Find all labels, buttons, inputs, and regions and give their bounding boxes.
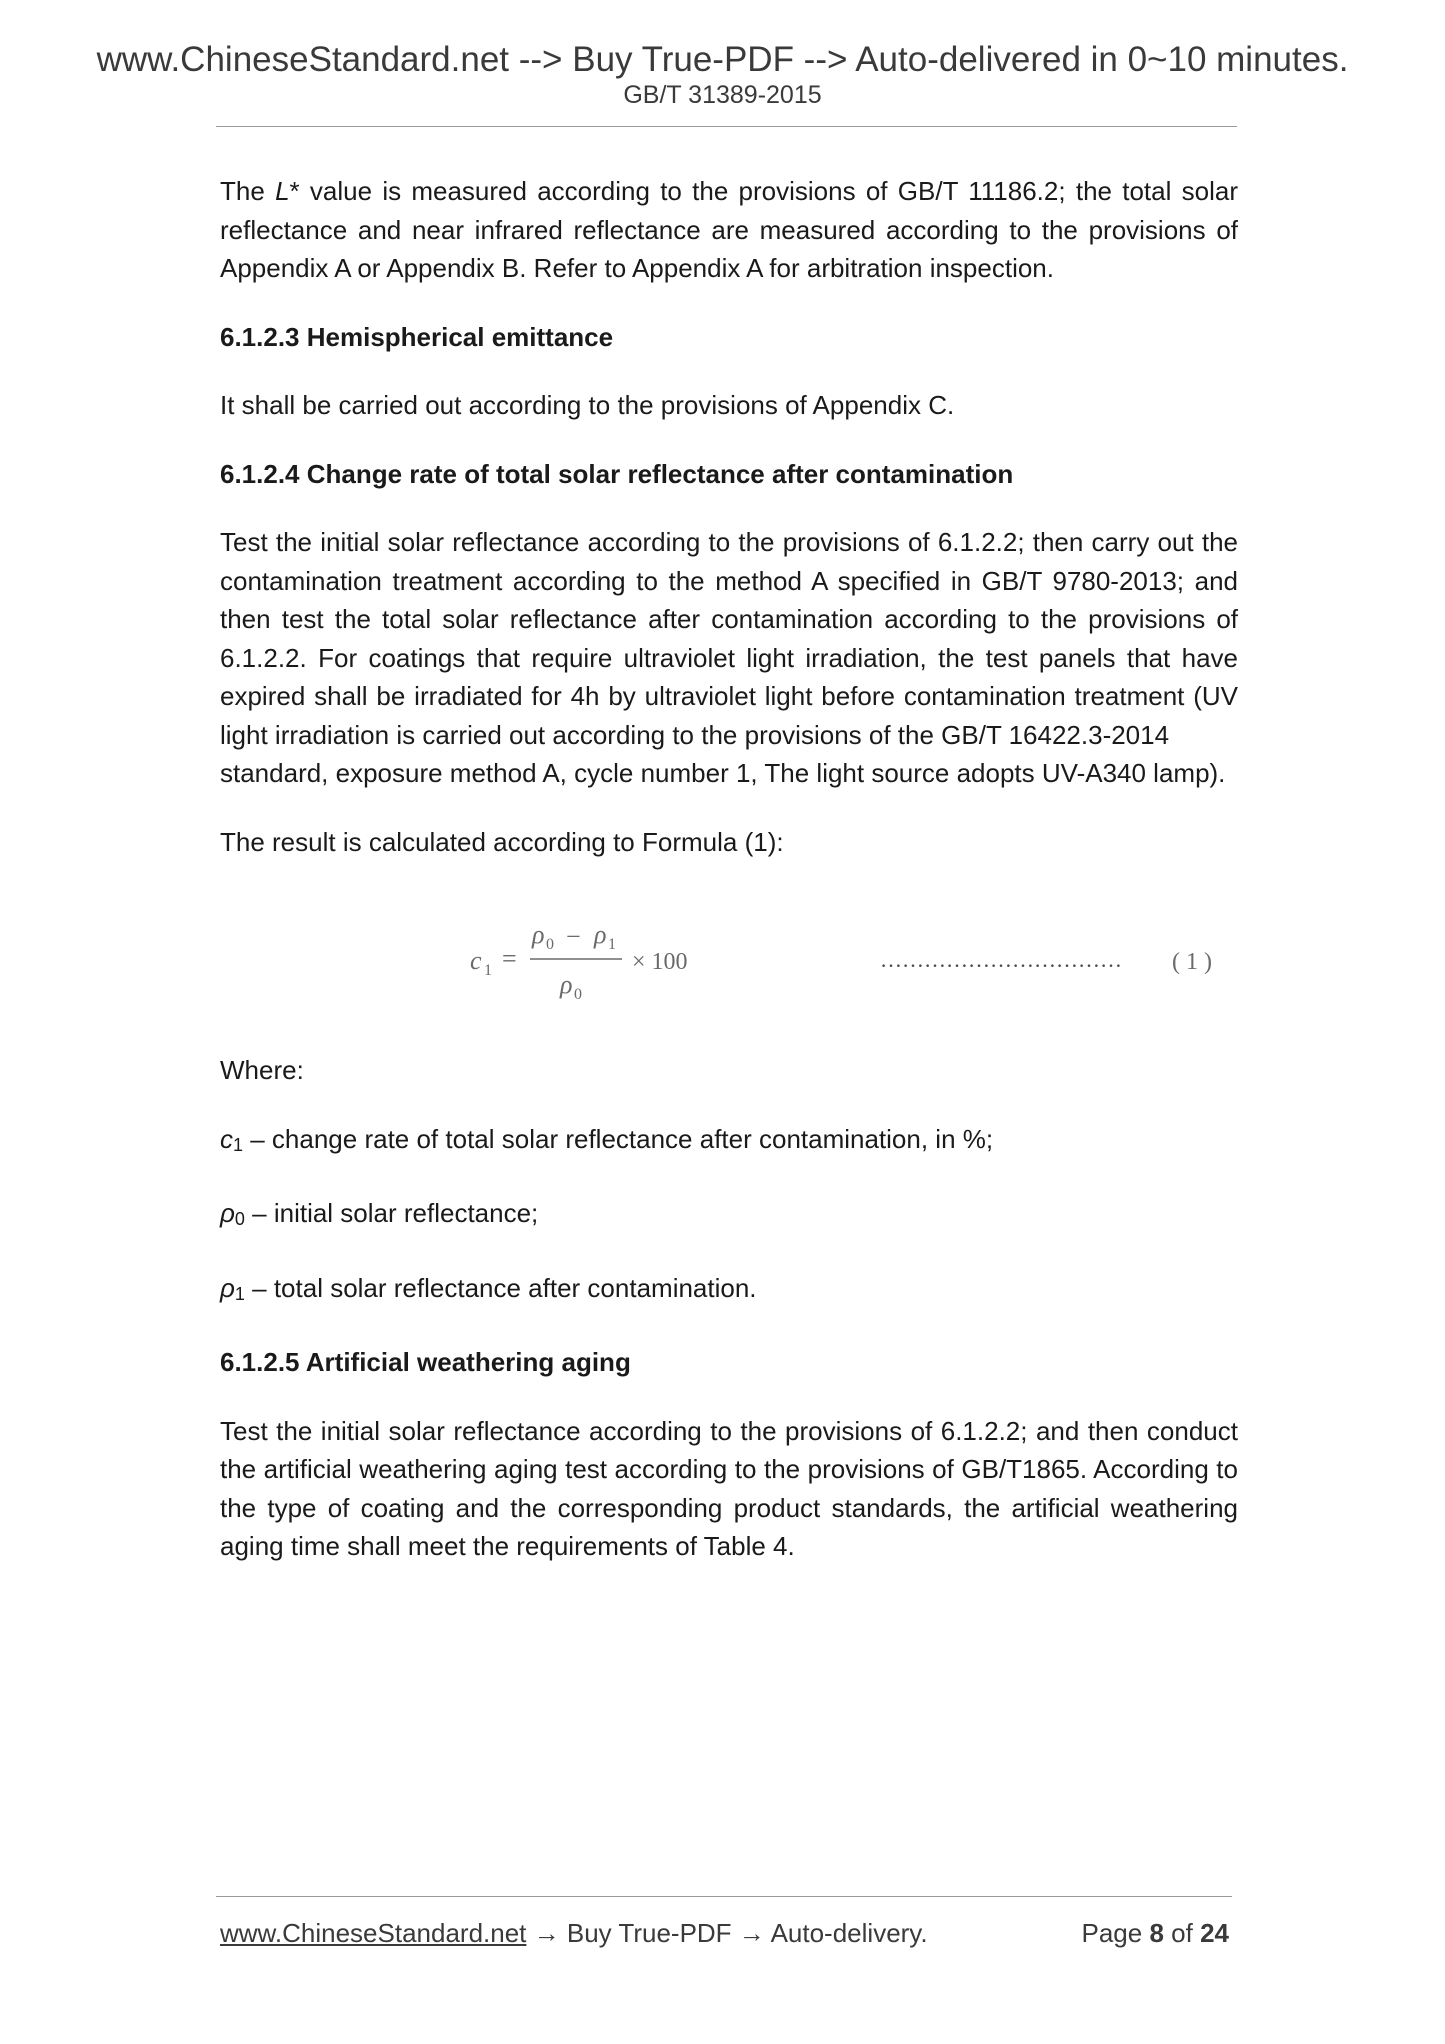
formula-num-b: ρ	[594, 920, 607, 949]
formula-multiplier: × 100	[632, 949, 688, 975]
formula-equals: =	[502, 944, 517, 973]
section-heading-6-1-2-4: 6.1.2.4 Change rate of total solar reflectance after contamination	[220, 458, 1014, 489]
paragraph-weathering: Test the initial solar reflectance according to the provisions of 6.1.2.2; and then conduct the artificial weathering aging test according to the provisions of GB/T1865. According to the type of coating and the corresponding product standards, the artificial weathering aging time shall meet the requirements of Table 4.	[220, 1415, 1238, 1561]
paragraph-formula-intro: The result is calculated according to Formula (1):	[220, 826, 784, 857]
header-banner: www.ChineseStandard.net --> Buy True-PDF --> Auto-delivered in 0~10 minutes.	[96, 40, 1349, 79]
formula-num-a-sub: 0	[546, 936, 554, 953]
formula-lhs-sub: 1	[484, 962, 492, 979]
formula-number: ( 1 )	[1172, 949, 1212, 975]
page-number: Page 8 of 24	[1081, 1918, 1229, 1948]
formula-den: ρ	[560, 970, 573, 999]
paragraph-contamination-last-line: standard, exposure method A, cycle number 1, The light source adopts UV-A340 lamp).	[220, 758, 1226, 788]
footer-divider	[216, 1896, 1232, 1897]
where-label: Where:	[220, 1055, 304, 1085]
formula-num-b-sub: 1	[608, 936, 616, 953]
paragraph-contamination: Test the initial solar reflectance according to the provisions of 6.1.2.2; then carry out the contamination treatment according to the method A specified in GB/T 9780-2013; and then test the total solar reflectance after contamination according to the provisions of 6.1.2.2. For coatings that require ultraviolet light irradiation, the test panels that have expired shall be irradiated for 4h by ultraviolet light before contamination treatment (UV light irradiation is carried out according to the provisions of the GB/T 16422.3-2014	[220, 527, 1238, 750]
formula-den-sub: 0	[574, 986, 582, 1003]
definition-c1: $c_1$ – change rate of total solar reflectance after contamination, in %;	[220, 1123, 994, 1155]
header-divider	[216, 126, 1237, 127]
definition-rho0: $\rho_0$ – initial solar reflectance;	[220, 1198, 539, 1229]
formula-graphic	[220, 901, 1238, 1021]
definition-rho1: $\rho_1$ – total solar reflectance after contamination.	[220, 1272, 757, 1304]
formula-num-a: ρ	[532, 920, 545, 949]
paragraph-intro: The L* value is measured according to the provisions of GB/T 11186.2; the total solar reflectance and near infrared reflectance are measured according to the provisions of Appendix A or Appendix B. Refer to Appendix A for arbitration inspection.	[220, 176, 1238, 283]
standard-code: GB/T 31389-2015	[623, 81, 822, 109]
footer-link[interactable]: www.ChineseStandard.net	[220, 1918, 527, 1948]
paragraph-emittance: It shall be carried out according to the provisions of Appendix C.	[220, 390, 955, 420]
formula-minus: −	[566, 922, 581, 951]
section-heading-6-1-2-5: 6.1.2.5 Artificial weathering aging	[220, 1347, 631, 1377]
section-heading-6-1-2-3: 6.1.2.3 Hemispherical emittance	[220, 321, 614, 352]
footer-tagline: www.ChineseStandard.net → Buy True-PDF → Auto-delivery.	[220, 1918, 928, 1948]
formula-lhs: c	[470, 946, 482, 975]
page-content	[220, 172, 1238, 1566]
formula-1	[220, 901, 1238, 1021]
formula-leader: ……………………………	[880, 947, 1122, 972]
